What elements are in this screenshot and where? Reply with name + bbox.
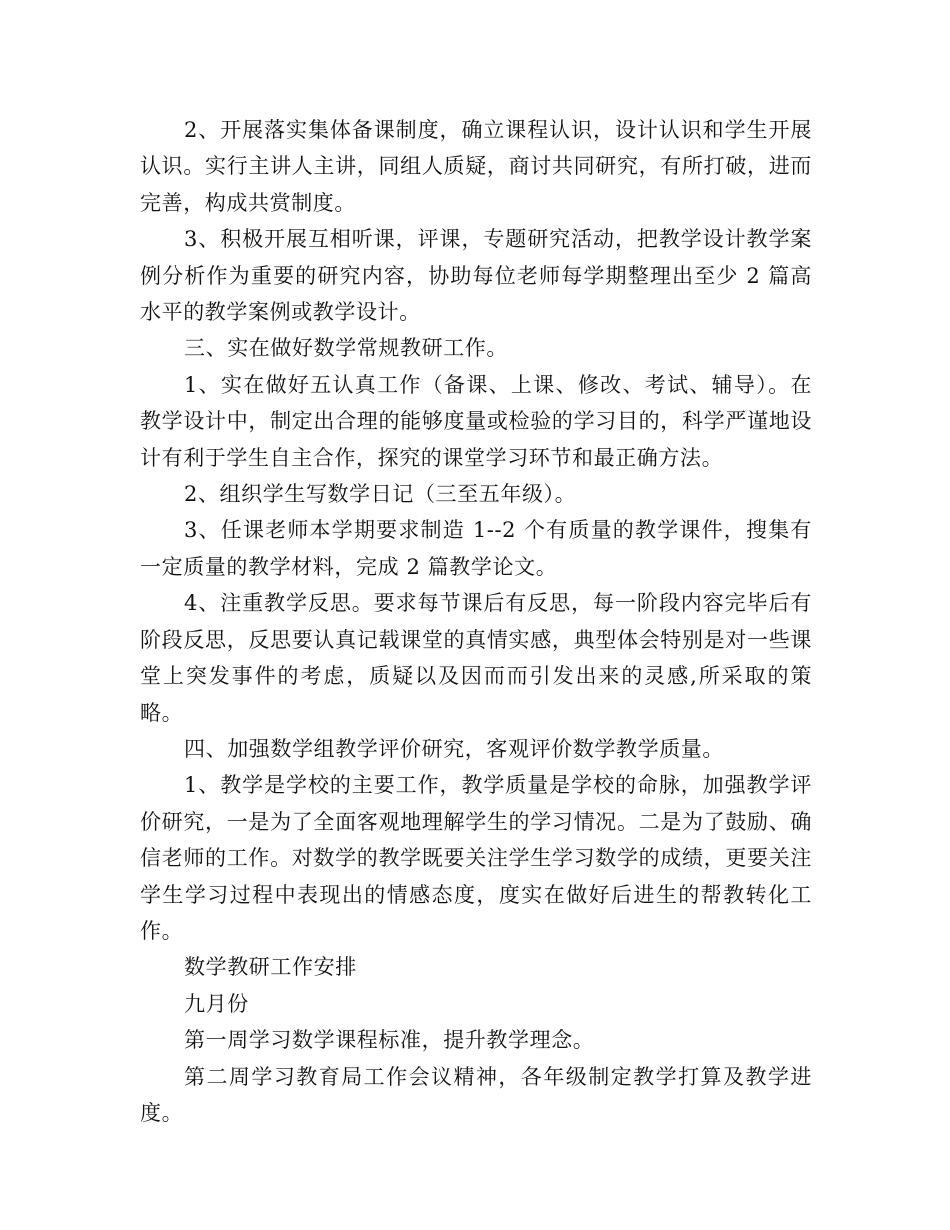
- paragraph-teaching-reflection: 4、注重教学反思。要求每节课后有反思，每一阶段内容完毕后有阶段反思，反思要认真记载课堂的真情实感，典型体会特别是对一些课堂上突发事件的考虑，质疑以及因而而引发出来的灵感,所采取的策略。: [140, 591, 812, 725]
- section-heading-evaluation-research: 四、加强数学组教学评价研究，客观评价数学教学质量。: [184, 736, 724, 761]
- schedule-month-september: 九月份: [184, 991, 249, 1016]
- paragraph-courseware: 3、任课老师本学期要求制造 1--2 个有质量的教学课件，搜集有一定质量的教学材料，完成 2 篇教学论文。: [140, 518, 812, 579]
- schedule-week-2: 第二周学习教育局工作会议精神，各年级制定教学打算及教学进度。: [140, 1064, 812, 1125]
- paragraph-math-diary: 2、组织学生写数学日记（三至五年级）。: [184, 482, 577, 507]
- paragraph-teaching-quality: 1、教学是学校的主要工作，教学质量是学校的命脉，加强教学评价研究，一是为了全面客观地理解学生的学习情况。二是为了鼓励、确信老师的工作。对数学的教学既要关注学生学习数学的成绩，更要关注学生学习过程中表现出的情感态度，度实在做好后进生的帮教转化工作。: [140, 773, 812, 943]
- paragraph-mutual-observation: 3、积极开展互相听课，评课，专题研究活动，把教学设计教学案例分析作为重要的研究内容，协助每位老师每学期整理出至少 2 篇高水平的教学案例或教学设计。: [140, 227, 812, 325]
- section-heading-routine-research: 三、实在做好数学常规教研工作。: [184, 336, 508, 361]
- paragraph-collective-lesson-prep: 2、开展落实集体备课制度，确立课程认识，设计认识和学生开展认识。实行主讲人主讲，同组人质疑，商讨共同研究，有所打破，进而完善，构成共赏制度。: [140, 118, 812, 215]
- schedule-week-1: 第一周学习数学课程标准，提升教学理念。: [184, 1028, 595, 1053]
- document-body: [140, 112, 812, 1131]
- paragraph-five-earnest-tasks: 1、实在做好五认真工作（备课、上课、修改、考试、辅导）。在教学设计中，制定出合理的能够度量或检验的学习目的，科学严谨地设计有利于学生自主合作，探究的课堂学习环节和最正确方法。: [140, 372, 812, 470]
- schedule-heading: 数学教研工作安排: [184, 955, 357, 980]
